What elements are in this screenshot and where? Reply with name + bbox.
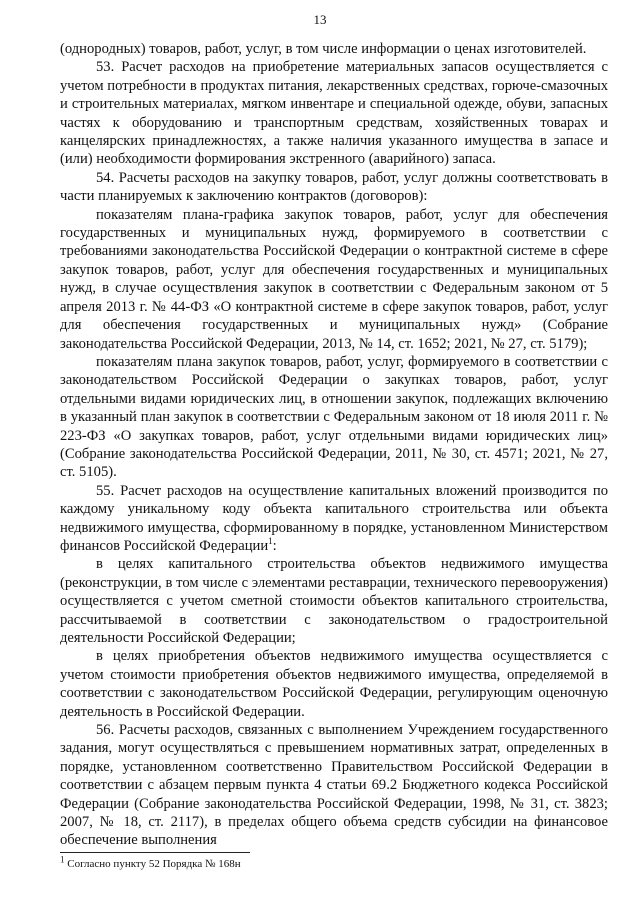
paragraph-55-text: 55. Расчет расходов на осуществление капитальных вложений производится по каждому уникальному коду объекта капитального строительства или объекта недвижимого имущества, сформированному в порядке, установленном Министерством финансов Российской Федерации — [60, 482, 608, 554]
page-number: 13 — [313, 12, 327, 27]
footnote-reference: 1 — [268, 536, 273, 547]
paragraph-56: 56. Расчеты расходов, связанных с выполнением Учреждением государственного задания, могут осуществляться с превышением нормативных затрат, определенных в порядке, установленном соответственно Правительством Российской Федерации в соответствии с абзацем первым пункта 4 статьи 69.2 Бюджетного кодекса Российской Федерации (Собрание законодательства Российской Федерации, 1998, № 31, ст. 3823; 2007, № 18, ст. 2117), в пределах общего объема средств субсидии на финансовое обеспечение выполнения — [60, 722, 608, 849]
footnote-divider — [60, 852, 250, 853]
paragraph-53: 53. Расчет расходов на приобретение материальных запасов осуществляется с учетом потребности в продуктах питания, лекарственных средствах, горюче-смазочных и строительных материалах, мягком инвентаре и специальной одежде, обуви, запасных частях к оборудованию и транспортным средствам, хозяйственных товарах и канцелярских принадлежностях, а также наличия указанного имущества в запасе и (или) необходимости формирования экстренного (аварийного) запаса. — [60, 59, 608, 168]
footnote — [60, 854, 608, 871]
footnote-marker: 1 — [60, 854, 65, 865]
paragraph-55-tail: : — [272, 537, 277, 554]
paragraph-55-item-1: в целях капитального строительства объектов недвижимого имущества (реконструкции, в том числе с элементами реставрации, технического перевооружения) осуществляется с учетом сметной стоимости объектов капитального строительства, рассчитываемой в соответствии с законодательством о градостроительной деятельности Российской Федерации; — [60, 556, 608, 646]
body-text — [60, 40, 608, 850]
paragraph-55-item-2: в целях приобретения объектов недвижимого имущества осуществляется с учетом стоимости приобретения объектов недвижимого имущества, определяемой в соответствии с законодательством Российской Федерации, регулирующим оценочную деятельность в Российской Федерации. — [60, 648, 608, 720]
paragraph-continuation: (однородных) товаров, работ, услуг, в том числе информации о ценах изготовителей. — [60, 41, 587, 57]
paragraph-54-item-2: показателям плана закупок товаров, работ, услуг, формируемого в соответствии с законодательством Российской Федерации о закупках товаров, работ, услуг отдельными видами юридических лиц, в отношении закупок, подлежащих включению в указанный план закупок в соответствии с Федеральным законом от 18 июля 2011 г. № 223-ФЗ «О закупках товаров, работ, услуг отдельными видами юридических лиц» (Собрание законодательства Российской Федерации, 2011, № 30, ст. 4571; 2021, № 27, ст. 5105). — [60, 353, 608, 481]
paragraph-54-item-1: показателям плана-графика закупок товаров, работ, услуг для обеспечения государственных и муниципальных нужд, формируемого в соответствии с требованиями законодательства Российской Федерации о контрактной системе в сфере закупок товаров, работ, услуг для обеспечения государственных и муниципальных нужд, в случае осуществления закупок в соответствии с Федеральным законом от 5 апреля 2013 г. № 44-ФЗ «О контрактной системе в сфере закупок товаров, работ, услуг для обеспечения государственных и муниципальных нужд» (Собрание законодательства Российской Федерации, 2013, № 14, ст. 1652; 2021, № 27, ст. 5179); — [60, 206, 608, 352]
footnote-text: Согласно пункту 52 Порядка № 168н — [64, 858, 241, 870]
paragraph-54: 54. Расчеты расходов на закупку товаров, работ, услуг должны соответствовать в части планируемых к заключению контрактов (договоров): — [60, 169, 608, 205]
paragraph-55 — [60, 482, 608, 556]
